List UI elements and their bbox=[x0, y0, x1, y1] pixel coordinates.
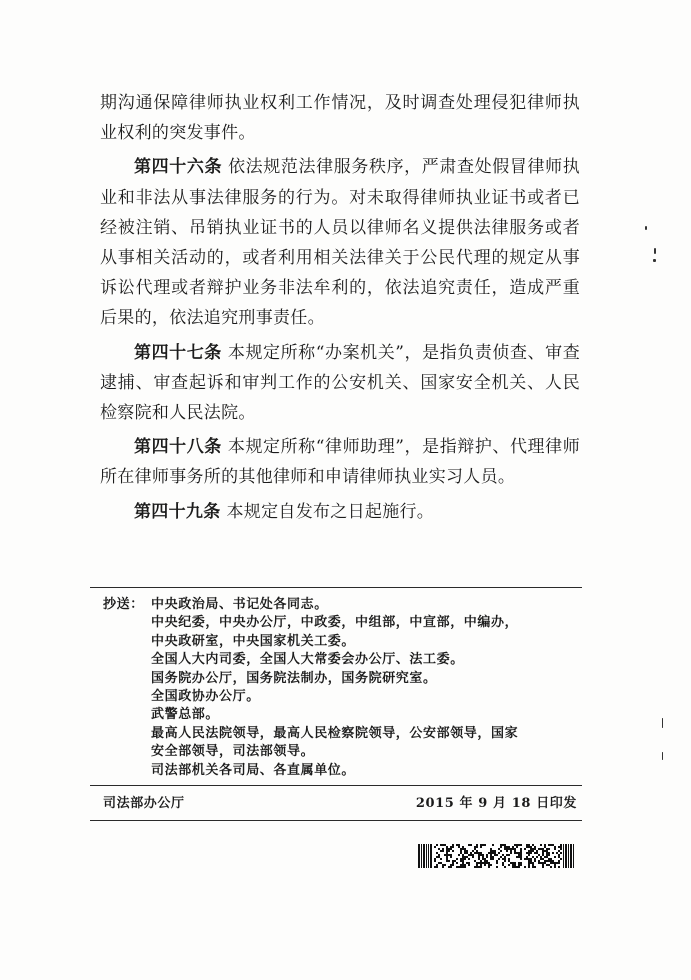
cc-line: 国务院办公厅，国务院法制办，国务院研究室。 bbox=[151, 670, 437, 686]
scan-speck bbox=[662, 752, 663, 760]
cc-line: 司法部机关各司局、各直属单位。 bbox=[151, 762, 356, 778]
document-body bbox=[100, 88, 580, 531]
cc-label: 抄送： bbox=[103, 597, 144, 612]
article-text: 依法规范法律服务秩序，严肃查处假冒律师执业和非法从事法律服务的行为。对未取得律师执业证书或者已经被注销、吊销执业证书的人员以律师名义提供法律服务或者从事相关活动的，或者利用相关法律关于公民代理的规定从事诉讼代理或者辩护业务非法牟利的，依法追究责任，造成严重后果的，依法追究刑事责任。 bbox=[100, 157, 580, 329]
scan-speck bbox=[662, 718, 663, 728]
scan-speck bbox=[654, 248, 656, 254]
article-text: 本规定自发布之日起施行。 bbox=[226, 501, 435, 522]
scan-speck bbox=[645, 226, 647, 230]
article-text: 本规定所称“办案机关”，是指负责侦查、审查逮捕、审查起诉和审判工作的公安机关、国家安全机关、人民检察院和人民法院。 bbox=[100, 342, 581, 424]
divider-top bbox=[90, 587, 582, 588]
cc-line: 中央纪委，中央办公厅，中政委，中组部，中宣部，中编办， bbox=[151, 615, 519, 631]
continuation-paragraph: 期沟通保障律师执业权利工作情况，及时调查处理侵犯律师执业权利的突发事件。 bbox=[100, 93, 580, 144]
article-label: 第四十七条 bbox=[134, 342, 222, 363]
cc-line: 安全部领导，司法部领导。 bbox=[151, 744, 315, 760]
cc-line: 中央政治局、书记处各同志。 bbox=[151, 597, 328, 612]
divider-middle bbox=[90, 785, 582, 786]
article-48 bbox=[100, 432, 580, 492]
scan-speck bbox=[653, 259, 656, 262]
barcode-image bbox=[418, 844, 574, 868]
article-label: 第四十九条 bbox=[134, 501, 221, 522]
issue-date: 2015 年 9 月 18 日印发 bbox=[415, 796, 577, 811]
cc-line: 中央政研室，中央国家机关工委。 bbox=[151, 633, 356, 649]
cc-line: 最高人民法院领导，最高人民检察院领导，公安部领导，国家 bbox=[151, 725, 519, 741]
article-46 bbox=[100, 152, 580, 333]
divider-bottom bbox=[90, 820, 582, 821]
article-47 bbox=[100, 338, 580, 429]
issuing-office: 司法部办公厅 bbox=[103, 796, 185, 811]
cc-list bbox=[151, 596, 581, 780]
cc-line: 全国人大内司委，全国人大常委会办公厅、法工委。 bbox=[151, 652, 464, 668]
cc-line: 全国政协办公厅。 bbox=[151, 689, 260, 705]
article-49 bbox=[100, 497, 580, 527]
cc-line: 武警总部。 bbox=[151, 707, 220, 723]
article-label: 第四十八条 bbox=[134, 437, 222, 458]
article-label: 第四十六条 bbox=[134, 157, 223, 178]
cc-distribution-block bbox=[103, 596, 581, 780]
article-text: 本规定所称“律师助理”，是指辩护、代理律师所在律师事务所的其他律师和申请律师执业实习人员。 bbox=[100, 437, 581, 488]
